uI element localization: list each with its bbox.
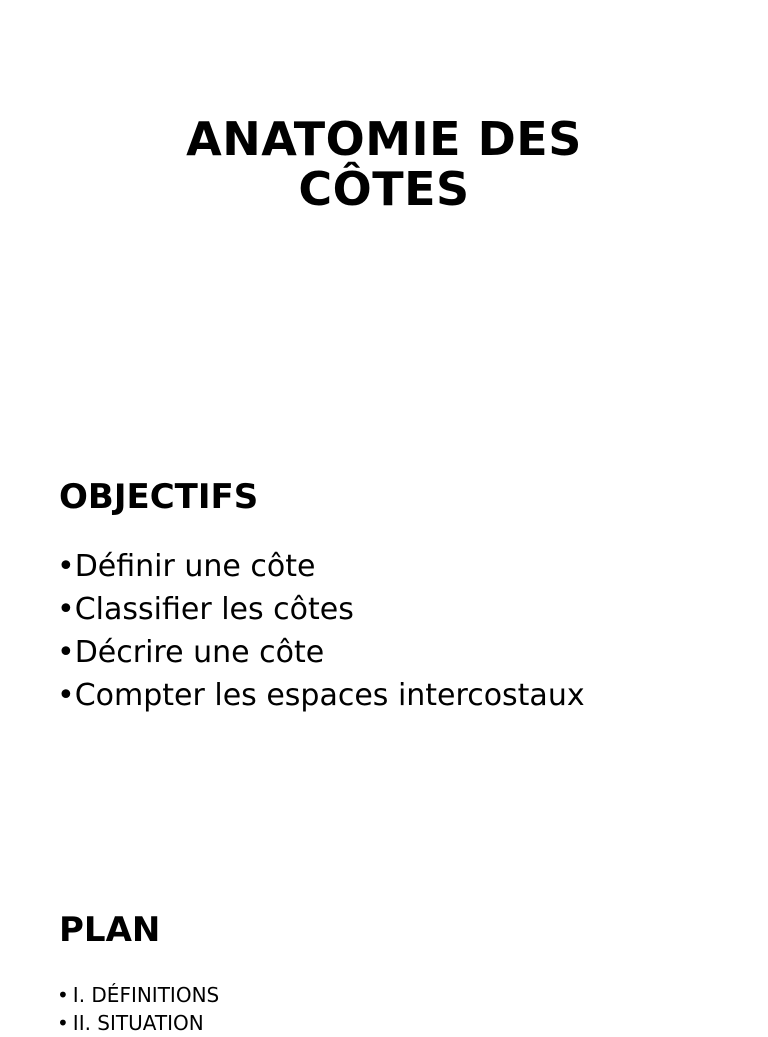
bullet-dot: •: [57, 592, 75, 627]
objective-text: Définir une côte: [74, 549, 316, 584]
objectives-list: [57, 545, 585, 717]
page-title: [0, 114, 768, 214]
objectives-heading: OBJECTIFS: [59, 477, 259, 517]
objective-text: Classifier les côtes: [74, 592, 354, 627]
list-item: [57, 1009, 219, 1037]
bullet-dot: •: [57, 1011, 69, 1035]
title-line-2: CÔTES: [298, 162, 470, 216]
list-item: [57, 981, 219, 1009]
list-item: [57, 674, 585, 717]
title-line-1: ANATOMIE DES: [186, 112, 582, 166]
bullet-dot: •: [57, 678, 75, 713]
bullet-dot: •: [57, 635, 75, 670]
plan-text: I. DÉFINITIONS: [72, 983, 220, 1007]
objective-text: Compter les espaces intercostaux: [74, 678, 585, 713]
bullet-dot: •: [57, 983, 69, 1007]
plan-text: II. SITUATION: [72, 1011, 204, 1035]
list-item: [57, 631, 585, 674]
plan-heading: PLAN: [59, 910, 161, 950]
objective-text: Décrire une côte: [74, 635, 325, 670]
bullet-dot: •: [57, 549, 75, 584]
list-item: [57, 545, 585, 588]
plan-list: [57, 981, 219, 1037]
list-item: [57, 588, 585, 631]
